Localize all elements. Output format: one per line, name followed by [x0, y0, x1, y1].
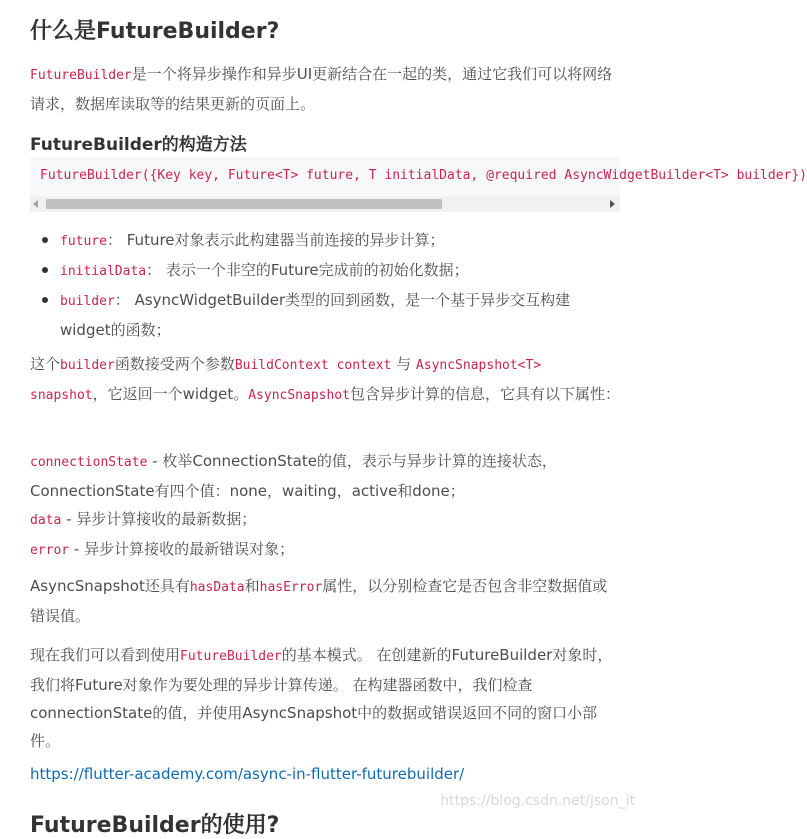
- constructor-code: FutureBuilder({Key key, Future<T> future, T initialData, @required AsyncWidgetBuilder<T> builder}): [40, 168, 807, 183]
- inline-code: hasData: [189, 580, 245, 595]
- param-sep: ：: [114, 291, 135, 309]
- attribute-line: [30, 535, 620, 565]
- list-item: [30, 286, 620, 344]
- constructor-heading: FutureBuilder的构造方法: [30, 135, 247, 155]
- text: 函数接受两个参数: [114, 355, 235, 373]
- param-sep: ：: [146, 261, 166, 279]
- list-item: [30, 256, 620, 286]
- attribute-line: [30, 447, 620, 505]
- attribute-name: error: [30, 543, 70, 558]
- inline-code: FutureBuilder: [180, 649, 282, 664]
- scroll-right-icon[interactable]: [610, 200, 615, 208]
- param-name: future: [60, 234, 107, 249]
- attributes-paragraph: [30, 447, 620, 565]
- param-desc: AsyncWidgetBuilder类型的回到函数，是一个基于异步交互构建widget的函数；: [60, 291, 571, 339]
- param-desc: Future对象表示此构建器当前连接的异步计算；: [126, 231, 445, 249]
- builder-paragraph: [30, 350, 620, 410]
- watermark: https://blog.csdn.net/json_it: [440, 793, 635, 809]
- text: ，它返回一个widget。: [92, 385, 249, 403]
- code-block: [30, 157, 807, 212]
- text: 的基本模式。 在创建新的FutureBuilder对象时，我们将Future对象作为要处理的异步计算传递。 在构建器函数中，我们检查connectionState的值，并使用AsyncSnapshot中的数据或错误返回不同的窗口小部件。: [30, 646, 613, 750]
- horizontal-scrollbar[interactable]: [30, 196, 620, 212]
- text: AsyncSnapshot还具有: [30, 577, 190, 595]
- intro-paragraph: [30, 60, 620, 118]
- scrollbar-thumb[interactable]: [46, 199, 442, 209]
- text: 和: [244, 577, 260, 595]
- attribute-name: connectionState: [30, 455, 148, 470]
- text: 属性，以分别检查它是否包含非空数据值或错误值。: [30, 577, 608, 625]
- scroll-left-icon[interactable]: [33, 200, 38, 208]
- bullet-icon: [42, 297, 48, 303]
- param-name: initialData: [60, 264, 147, 279]
- inline-code: AsyncSnapshot: [248, 388, 350, 403]
- has-paragraph: [30, 572, 620, 630]
- source-link[interactable]: https://flutter-academy.com/async-in-flutter-futurebuilder/: [30, 765, 465, 783]
- inline-code: hasError: [259, 580, 323, 595]
- next-section-heading: FutureBuilder的使用?: [30, 813, 280, 838]
- text: 包含异步计算的信息，它具有以下属性：: [349, 385, 620, 403]
- pattern-paragraph: [30, 641, 620, 755]
- bullet-icon: [42, 237, 48, 243]
- param-name: builder: [60, 294, 115, 309]
- list-item: [30, 226, 620, 256]
- inline-code: FutureBuilder: [30, 68, 132, 83]
- attribute-name: data: [30, 513, 62, 528]
- param-desc: 表示一个非空的Future完成前的初始化数据；: [165, 261, 469, 279]
- param-list: [30, 226, 620, 344]
- text: 与: [391, 355, 416, 373]
- text: 现在我们可以看到使用: [30, 646, 181, 664]
- intro-text: 是一个将异步操作和异步UI更新结合在一起的类，通过它我们可以将网络请求，数据库读取等的结果更新的页面上。: [30, 65, 613, 113]
- attribute-desc: - 枚举ConnectionState的值，表示与异步计算的连接状态，ConnectionState有四个值：none，waiting，active和done；: [30, 452, 557, 500]
- page-title: 什么是FutureBuilder?: [30, 19, 280, 44]
- text: 这个: [30, 355, 61, 373]
- inline-code: AsyncSnapshot<T> snapshot: [30, 358, 542, 403]
- param-sep: ：: [106, 231, 127, 249]
- attribute-line: [30, 505, 620, 535]
- bullet-icon: [42, 267, 48, 273]
- attribute-desc: - 异步计算接收的最新数据；: [61, 510, 257, 528]
- inline-code: builder: [60, 358, 115, 373]
- inline-code: BuildContext context: [234, 358, 392, 373]
- attribute-desc: - 异步计算接收的最新错误对象；: [69, 540, 295, 558]
